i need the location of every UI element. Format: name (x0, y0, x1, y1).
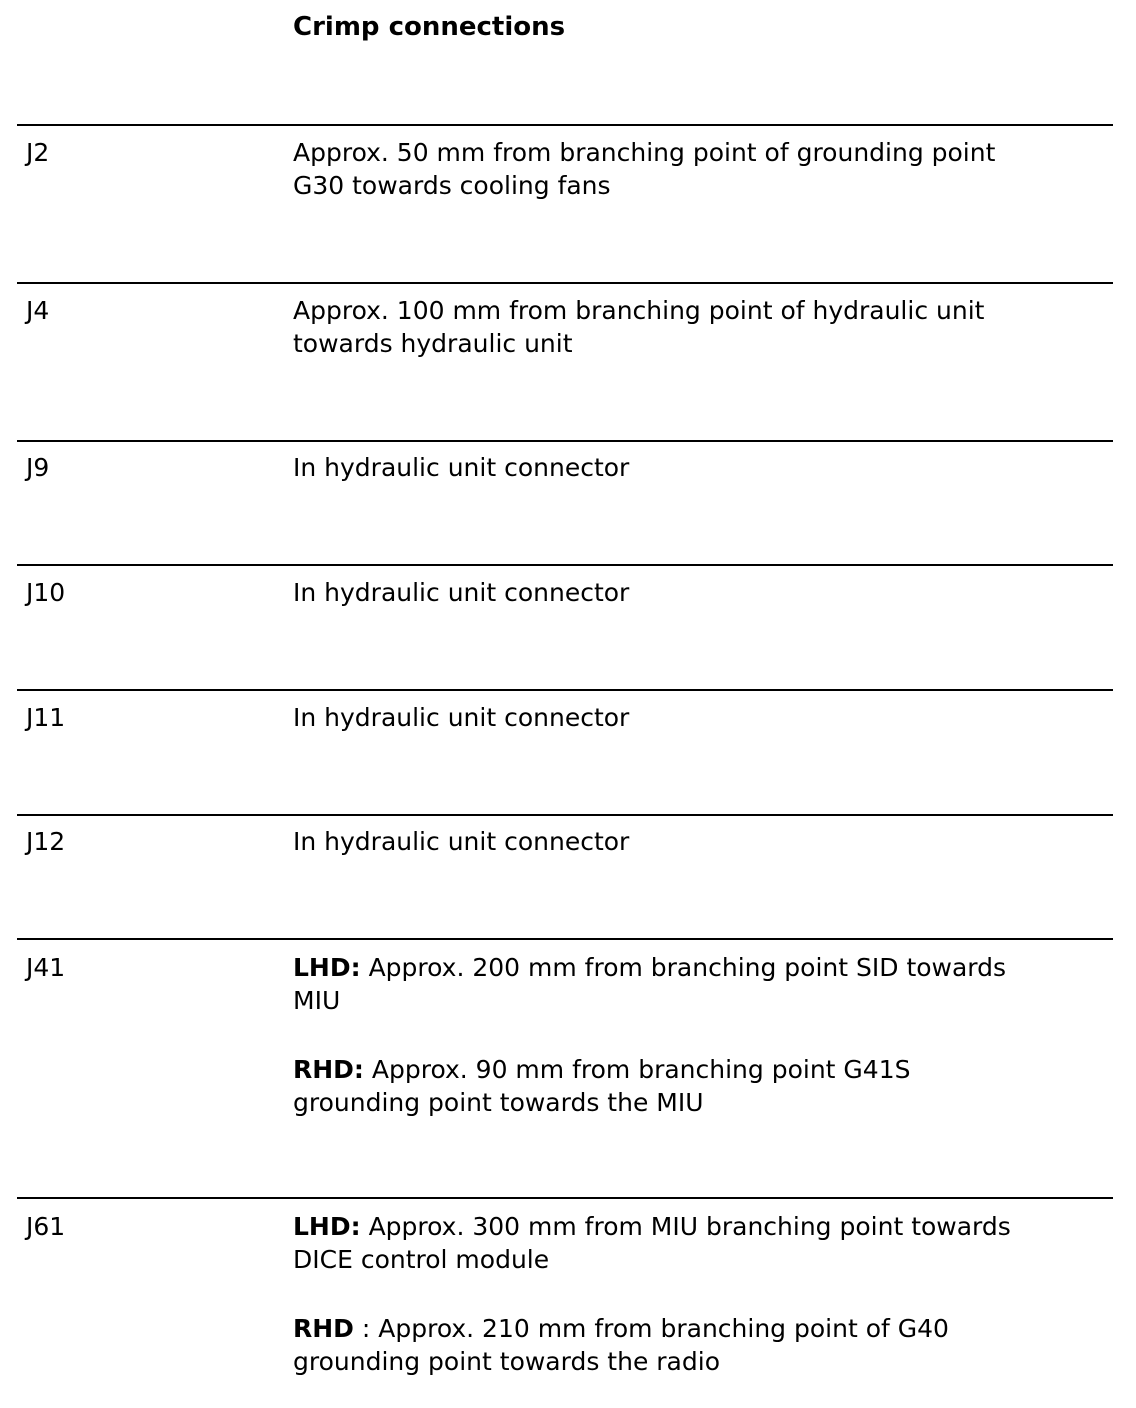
lhd-label: LHD: (293, 953, 361, 982)
rhd-description: RHD: Approx. 90 mm from branching point G41S grounding point towards the MIU (293, 1055, 911, 1117)
connection-description (293, 451, 1108, 484)
row-divider (17, 1197, 1113, 1199)
connection-description (293, 294, 1108, 360)
row-divider (17, 564, 1113, 566)
row-divider (17, 282, 1113, 284)
lhd-label: LHD: (293, 1212, 361, 1241)
connection-code: J4 (26, 296, 50, 325)
description-line: In hydraulic unit connector (293, 827, 630, 856)
connection-code: J12 (26, 827, 66, 856)
row-divider (17, 440, 1113, 442)
connection-code: J61 (26, 1212, 66, 1241)
connection-code: J2 (26, 138, 50, 167)
connection-code: J41 (26, 953, 66, 982)
connection-description (293, 136, 1108, 202)
description-line: Approx. 50 mm from branching point of grounding point G30 towards cooling fans (293, 138, 996, 200)
connection-code: J11 (26, 703, 66, 732)
rhd-description: RHD : Approx. 210 mm from branching point of G40 grounding point towards the radio (293, 1314, 949, 1376)
connection-description (293, 701, 1108, 734)
connection-code: J10 (26, 578, 66, 607)
description-line: In hydraulic unit connector (293, 453, 630, 482)
connection-code: J9 (26, 453, 50, 482)
row-divider (17, 689, 1113, 691)
lhd-description: LHD: Approx. 300 mm from MIU branching point towards DICE control module (293, 1212, 1011, 1274)
row-divider (17, 124, 1113, 126)
connection-description (293, 951, 1108, 1119)
lhd-description: LHD: Approx. 200 mm from branching point SID towards MIU (293, 953, 1007, 1015)
page-title: Crimp connections (293, 12, 566, 42)
rhd-label: RHD: (293, 1055, 364, 1084)
connection-description (293, 576, 1108, 609)
connection-description (293, 1210, 1108, 1378)
description-line: In hydraulic unit connector (293, 703, 630, 732)
rhd-label: RHD (293, 1314, 354, 1343)
connection-description (293, 825, 1108, 858)
description-line: Approx. 100 mm from branching point of hydraulic unit towards hydraulic unit (293, 296, 985, 358)
row-divider (17, 938, 1113, 940)
description-line: In hydraulic unit connector (293, 578, 630, 607)
row-divider (17, 814, 1113, 816)
